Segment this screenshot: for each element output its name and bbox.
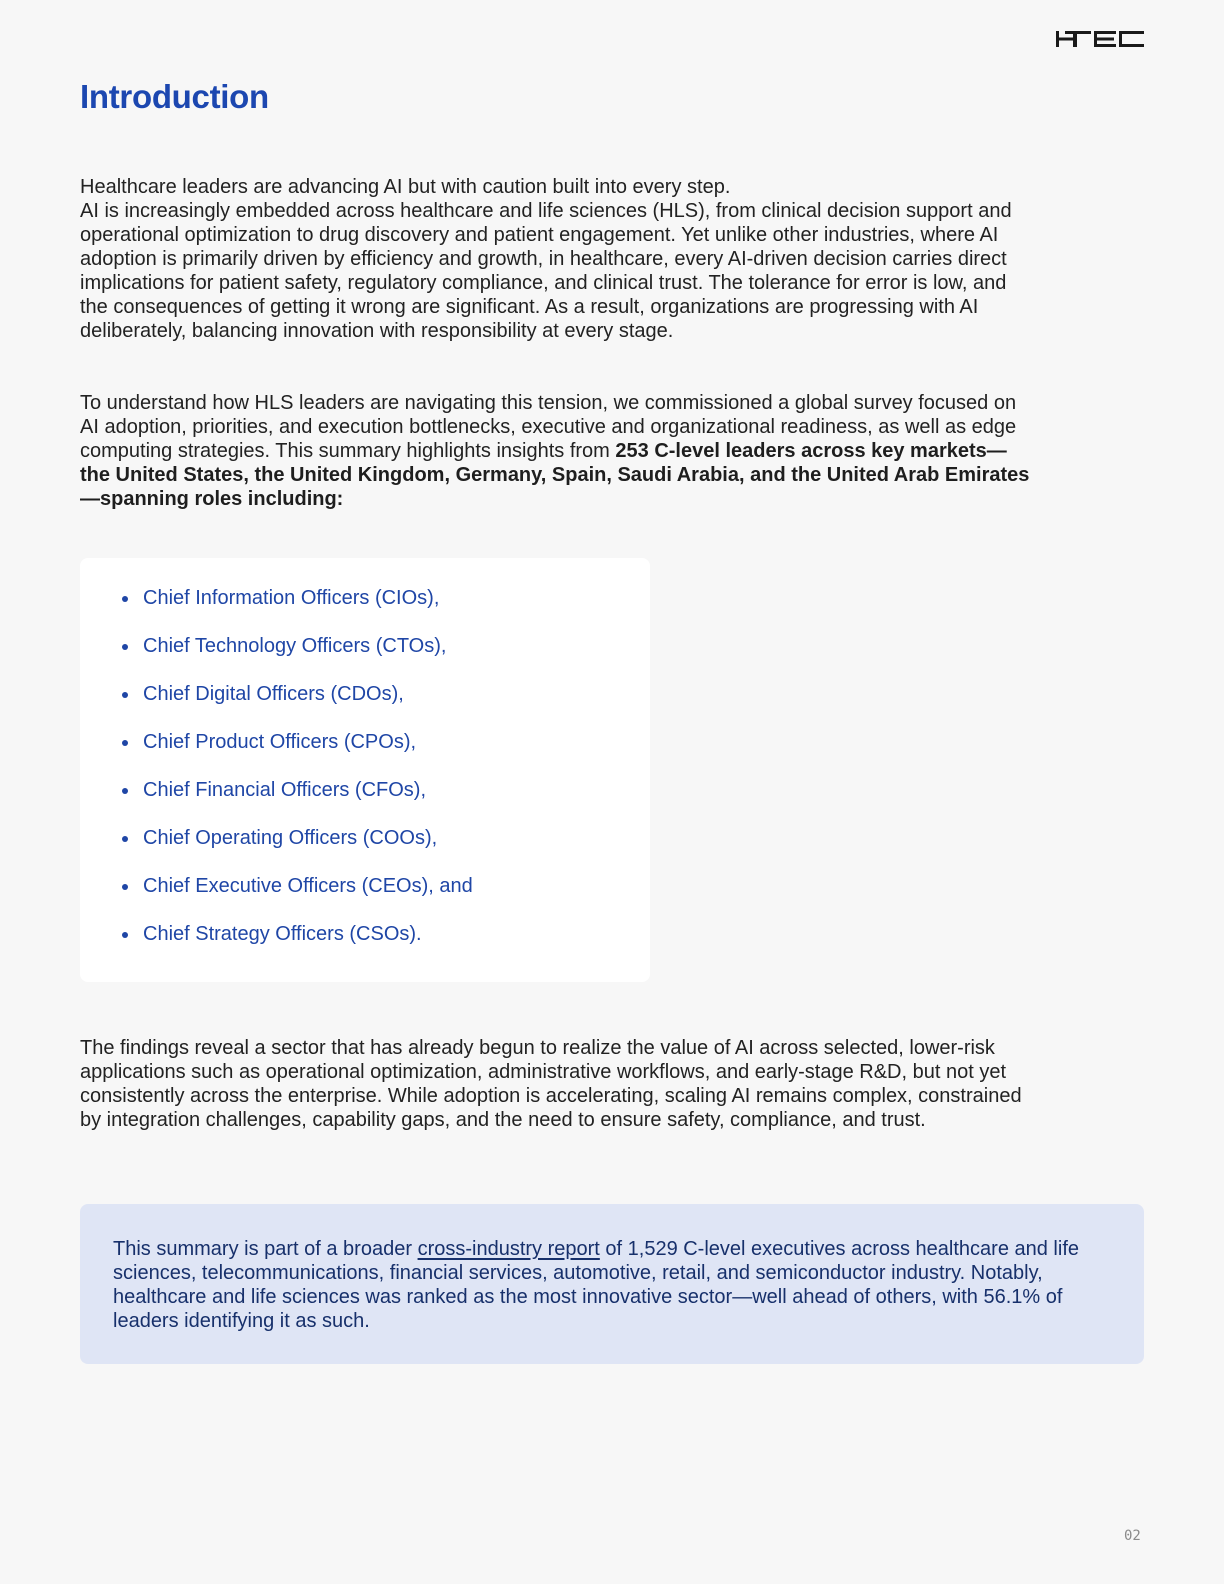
role-item [122,778,473,826]
bullet-icon [122,788,128,794]
role-item [122,874,473,922]
role-label: Chief Strategy Officers (CSOs). [143,923,422,945]
intro-paragraph-1 [80,175,1030,343]
bullet-icon [122,644,128,650]
bullet-icon [122,932,128,938]
cross-industry-report-link[interactable]: cross-industry report [417,1238,600,1260]
note-text-after-link: of 1,529 C-level executives across healthcare and life sciences, telecommunications, financial services, automotive, retail, and semiconductor industry. Notably, healthcare and life sciences was ranked as the most innovative sector—well ahead of others, with 56.1% of leaders identifying it as such. [113,1238,1079,1332]
note-text-before-link: This summary is part of a broader [113,1238,418,1260]
survey-paragraph [80,391,1030,511]
page-title: Introduction [80,78,269,115]
role-label: Chief Information Officers (CIOs), [143,587,440,609]
htec-logo [1056,30,1144,48]
survey-highlight: 253 C-level leaders across key markets—the United States, the United Kingdom, Germany, Spain, Saudi Arabia, and the United Arab Emirates—spanning roles including: [80,440,1030,510]
report-note-callout [80,1204,1144,1364]
role-label: Chief Product Officers (CPOs), [143,731,417,753]
role-item [122,586,473,634]
role-label: Chief Executive Officers (CEOs), and [143,875,473,897]
bullet-icon [122,836,128,842]
roles-card [80,558,650,982]
findings-paragraph: The findings reveal a sector that has already begun to realize the value of AI across selected, lower-risk applications such as operational optimization, administrative workflows, and early-stage R&D, but not yet consistently across the enterprise. While adoption is accelerating, scaling AI remains complex, constrained by integration challenges, capability gaps, and the need to ensure safety, compliance, and trust. [80,1037,1022,1131]
role-item [122,922,473,970]
role-item [122,634,473,682]
role-item [122,826,473,874]
bullet-icon [122,884,128,890]
htec-logo-mark [1056,30,1144,48]
role-label: Chief Financial Officers (CFOs), [143,779,427,801]
role-label: Chief Technology Officers (CTOs), [143,635,447,657]
roles-list [122,586,473,970]
role-item [122,682,473,730]
survey-text: To understand how HLS leaders are navigating this tension, we commissioned a global survey focused on AI adoption, priorities, and execution bottlenecks, executive and organizational readiness, as well as edge computing strategies. This summary highlights insights from [80,392,1017,462]
intro-lead-sentence: Healthcare leaders are advancing AI but with caution built into every step. [80,176,731,198]
bullet-icon [122,692,128,698]
role-item [122,730,473,778]
role-label: Chief Digital Officers (CDOs), [143,683,404,705]
bullet-icon [122,596,128,602]
intro-body-text: AI is increasingly embedded across healthcare and life sciences (HLS), from clinical decision support and operational optimization to drug discovery and patient engagement. Yet unlike other industries, where AI adoption is primarily driven by efficiency and growth, in healthcare, every AI-driven decision carries direct implications for patient safety, regulatory compliance, and clinical trust. The tolerance for error is low, and the consequences of getting it wrong are significant. As a result, organizations are progressing with AI deliberately, balancing innovation with responsibility at every stage. [80,200,1012,342]
report-note-text [113,1237,1113,1333]
bullet-icon [122,740,128,746]
page-number: 02 [1124,1528,1141,1544]
role-label: Chief Operating Officers (COOs), [143,827,438,849]
